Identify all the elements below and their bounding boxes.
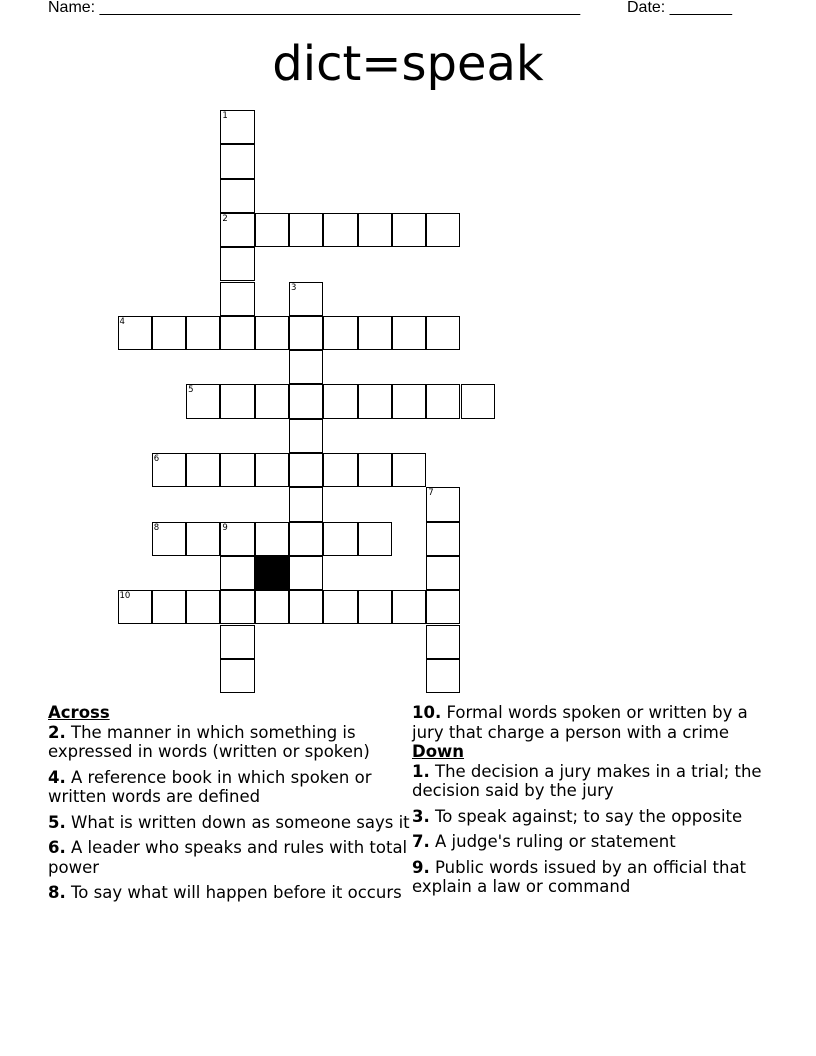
clue-text: Formal words spoken or written by a jury that charge a person with a crime [412,703,748,742]
clue-across-6 [48,838,413,877]
grid-cell[interactable] [426,659,460,693]
clue-across-10 [412,703,772,742]
clue-text: The decision a jury makes in a trial; the decision said by the jury [412,761,762,800]
clue-text: To say what will happen before it occurs [71,883,402,902]
date-field[interactable]: Date: _______ [627,0,732,16]
cell-number: 2 [222,213,228,224]
grid-cell[interactable] [220,110,254,144]
grid-cell[interactable] [426,556,460,590]
grid-cell[interactable] [426,487,460,521]
grid-cell[interactable] [426,213,460,247]
grid-cell[interactable] [220,556,254,590]
grid-cell[interactable] [323,522,357,556]
grid-cell[interactable] [220,659,254,693]
across-heading: Across [48,703,110,722]
clue-text: A judge's ruling or statement [435,832,676,851]
grid-cell[interactable] [323,453,357,487]
name-field[interactable]: Name: ______________________________________________________ [48,0,581,16]
clues-column-left [48,703,413,903]
grid-cell[interactable] [426,316,460,350]
grid-cell[interactable] [118,590,152,624]
clue-number: 8. [48,883,66,902]
grid-cell[interactable] [220,590,254,624]
grid-cell[interactable] [289,487,323,521]
grid-cell[interactable] [392,213,426,247]
grid-cell[interactable] [220,316,254,350]
grid-cell[interactable] [289,384,323,418]
grid-cell[interactable] [220,522,254,556]
cell-number: 10 [119,591,131,602]
clue-number: 6. [48,838,66,857]
grid-cell[interactable] [255,213,289,247]
clue-text: Public words issued by an official that explain a law or command [412,857,747,896]
grid-cell[interactable] [255,453,289,487]
grid-cell[interactable] [118,316,152,350]
clue-number: 1. [412,761,430,781]
grid-cell[interactable] [220,144,254,178]
grid-cell[interactable] [255,316,289,350]
grid-cell[interactable] [289,590,323,624]
grid-cell[interactable] [358,453,392,487]
cell-number: 4 [119,316,125,327]
clue-number: 9. [412,857,430,877]
clue-number: 5. [48,812,66,832]
cell-number: 3 [291,282,297,293]
grid-cell[interactable] [152,453,186,487]
cell-number: 6 [153,454,160,464]
cell-number: 9 [222,522,228,533]
clue-text: To speak against; to say the opposite [435,806,743,826]
clue-down-1 [412,762,772,801]
grid-cell[interactable] [392,384,426,418]
grid-cell[interactable] [289,316,323,350]
cell-number: 7 [428,488,434,499]
grid-cell[interactable] [289,453,323,487]
clue-number: 10. [412,703,442,722]
grid-cell[interactable] [426,590,460,624]
grid-cell[interactable] [426,625,460,659]
grid-cell[interactable] [255,590,289,624]
clue-text: A reference book in which spoken or written words are defined [48,767,372,806]
grid-cell[interactable] [186,316,220,350]
grid-cell[interactable] [289,522,323,556]
grid-cell[interactable] [289,350,323,384]
grid-cell[interactable] [186,590,220,624]
clue-across-4 [48,768,413,807]
clue-across-2 [48,723,413,762]
clue-number: 3. [412,806,430,826]
grid-cell[interactable] [323,213,357,247]
grid-cell[interactable] [358,590,392,624]
grid-cell[interactable] [358,522,392,556]
cell-number: 8 [153,522,160,533]
grid-cell[interactable] [220,179,254,213]
grid-cell[interactable] [358,316,392,350]
grid-cell[interactable] [289,419,323,453]
grid-cell[interactable] [461,384,495,418]
clue-text: The manner in which something is expressed in words (written or spoken) [48,722,370,761]
grid-cell[interactable] [186,522,220,556]
cell-number: 1 [222,111,228,121]
grid-cell[interactable] [323,384,357,418]
grid-cell[interactable] [392,316,426,350]
grid-cell[interactable] [220,247,254,281]
grid-cell[interactable] [220,384,254,418]
clues-column-right [412,703,772,897]
grid-cell[interactable] [358,213,392,247]
grid-cell[interactable] [220,213,254,247]
clue-number: 4. [48,767,66,787]
grid-cell[interactable] [220,625,254,659]
grid-cell[interactable] [323,316,357,350]
grid-cell[interactable] [220,282,254,316]
grid-cell[interactable] [426,384,460,418]
clue-number: 7. [412,832,430,851]
clue-number: 2. [48,722,66,742]
grid-cell[interactable] [358,384,392,418]
grid-cell[interactable] [392,590,426,624]
grid-cell[interactable] [289,556,323,590]
grid-cell[interactable] [152,316,186,350]
grid-cell[interactable] [152,590,186,624]
clue-across-8 [48,883,413,903]
grid-cell[interactable] [289,213,323,247]
grid-cell[interactable] [152,522,186,556]
grid-cell[interactable] [186,453,220,487]
clue-down-9 [412,858,772,897]
clue-down-7 [412,832,772,852]
grid-cell[interactable] [255,384,289,418]
clue-text: A leader who speaks and rules with total power [48,838,408,877]
grid-cell[interactable] [289,282,323,316]
clue-text: What is written down as someone says it [71,812,410,832]
grid-cell[interactable] [392,453,426,487]
grid-cell[interactable] [426,522,460,556]
grid-cell[interactable] [186,384,220,418]
down-heading: Down [412,742,465,761]
black-cell [255,556,289,590]
grid-cell[interactable] [255,522,289,556]
clue-across-5 [48,813,413,833]
clue-down-3 [412,807,772,827]
grid-cell[interactable] [220,453,254,487]
grid-cell[interactable] [323,590,357,624]
page-title: dict=speak [272,36,544,92]
cell-number: 5 [188,385,194,396]
